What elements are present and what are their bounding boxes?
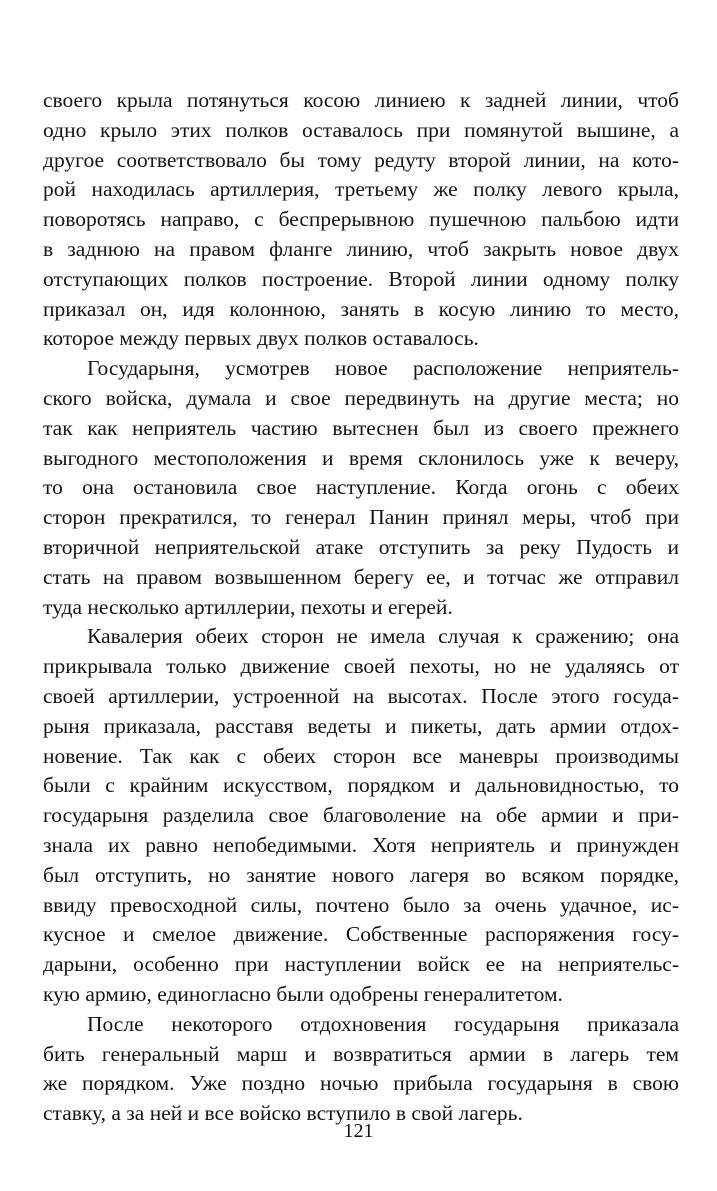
text-line: бить генеральный марш и возвратиться армии в лагерь тем xyxy=(43,1041,679,1066)
text-line: прикрывала только движение своей пехоты, но не удаляясь от xyxy=(43,654,679,679)
text-line: другое соответствовало бы тому редуту второй линии, на кото- xyxy=(43,147,679,172)
text-line: выгодного местоположения и время склонилось уже к вечеру, xyxy=(43,445,679,470)
page-number: 121 xyxy=(343,1120,374,1142)
text-line: своего крыла потянуться косою линиею к задней линии, чтоб xyxy=(43,88,679,112)
paragraph xyxy=(43,86,679,354)
text-line: в заднюю на правом фланге линию, чтоб закрыть новое двух xyxy=(43,236,679,261)
text-line: отступающих полков построение. Второй линии одному полку xyxy=(43,266,679,291)
text-line: которое между первых двух полков оставалось. xyxy=(43,326,479,351)
text-line: ского войска, думала и свое передвинуть на другие места; но xyxy=(43,385,679,410)
text-line: туда несколько артиллерии, пехоты и егерей. xyxy=(43,594,453,619)
text-line: поворотясь направо, с беспрерывною пушечною пальбою идти xyxy=(43,207,679,232)
text-line: дарыни, особенно при наступлении войск ее на неприятельс- xyxy=(43,952,679,977)
text-line: стать на правом возвышенном берегу ее, и тотчас же отправил xyxy=(43,564,679,589)
text-line: то она остановила свое наступление. Когда огонь с обеих xyxy=(43,475,679,500)
paragraph xyxy=(43,622,679,1009)
paragraph xyxy=(43,354,679,622)
text-line: кую армию, единогласно были одобрены генералитетом. xyxy=(43,981,563,1006)
text-line: ставку, а за ней и все войско вступило в свой лагерь. xyxy=(43,1101,523,1126)
text-line: приказал он, идя колонною, занять в косую линию то место, xyxy=(43,296,679,321)
text-line: новение. Так как с обеих сторон все маневры производимы xyxy=(43,743,679,768)
text-line: рыня приказала, расставя ведеты и пикеты, дать армии отдох- xyxy=(43,713,679,738)
text-line: рой находилась артиллерия, третьему же полку левого крыла, xyxy=(43,177,679,202)
text-line: так как неприятель частию вытеснен был из своего прежнего xyxy=(43,415,679,440)
text-line: были с крайним искусством, порядком и дальновидностью, то xyxy=(43,773,679,798)
text-line: государыня разделила свое благоволение на обе армии и при- xyxy=(43,803,679,828)
text-line: знала их равно непобедимыми. Хотя неприятель и принужден xyxy=(43,832,679,857)
text-line: кусное и смелое движение. Собственные распоряжения госу- xyxy=(43,922,679,947)
body-text xyxy=(43,86,679,1129)
text-line: После некоторого отдохновения государыня приказала xyxy=(87,1011,679,1036)
text-line: одно крыло этих полков оставалось при помянутой вышине, а xyxy=(43,117,679,142)
text-line: ввиду превосходной силы, почтено было за очень удачное, ис- xyxy=(43,892,679,917)
text-line: был отступить, но занятие нового лагеря во всяком порядке, xyxy=(43,862,679,887)
paragraph xyxy=(43,1010,679,1129)
text-line: же порядком. Уже поздно ночью прибыла государыня в свою xyxy=(43,1071,679,1096)
text-line: Кавалерия обеих сторон не имела случая к сражению; она xyxy=(87,624,679,649)
text-line: Государыня, усмотрев новое расположение неприятель- xyxy=(87,356,679,381)
text-line: сторон прекратился, то генерал Панин принял меры, чтоб при xyxy=(43,505,679,530)
text-line: вторичной неприятельской атаке отступить за реку Пудость и xyxy=(43,534,679,559)
text-line: своей артиллерии, устроенной на высотах. После этого госуда- xyxy=(43,683,679,708)
